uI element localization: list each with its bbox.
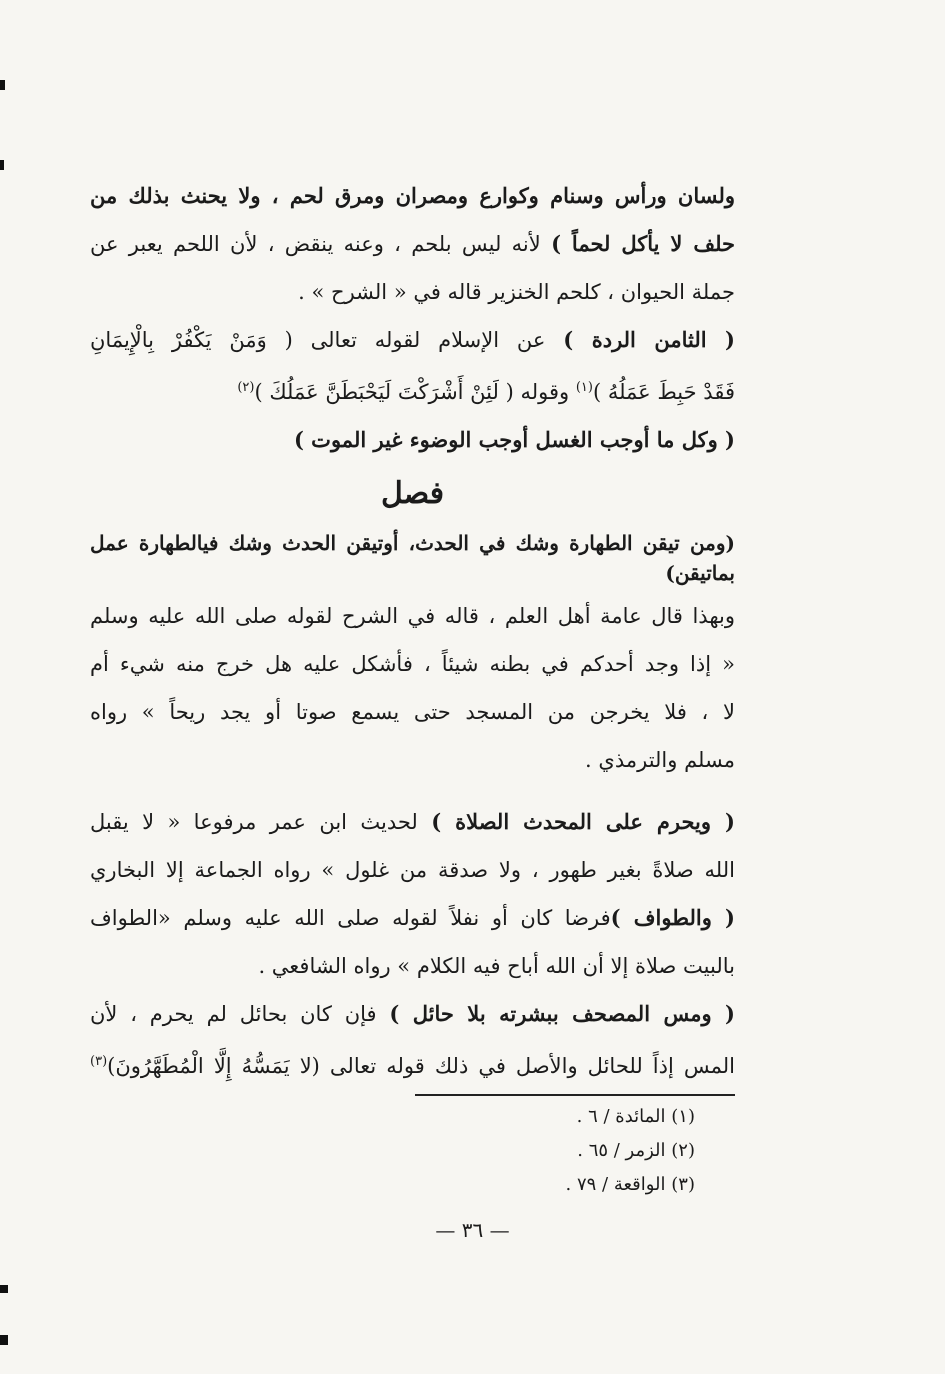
footnote: (٢) الزمر / ٦٥ .: [577, 1140, 695, 1161]
bold-phrase: ( الثامن الردة ): [563, 327, 735, 352]
section-heading: فصل: [380, 476, 445, 511]
text-line: [90, 990, 735, 1038]
footnote-divider: [415, 1094, 735, 1096]
text-line: « إذا وجد أحدكم في بطنه شيئاً ، فأشكل عليه هل خرج منه شيء أم: [90, 652, 735, 676]
bold-phrase: ( ومس المصحف ببشرته بلا حائل ): [389, 1001, 735, 1026]
text-line: بالبيت صلاة إلا أن الله أباح فيه الكلام » رواه الشافعي .: [258, 954, 735, 978]
text-line: [90, 220, 735, 268]
scan-mark: [0, 1285, 8, 1293]
scan-mark: [0, 1335, 8, 1345]
footnote-ref: (٣): [90, 1054, 108, 1069]
bold-paragraph: (ومن تيقن الطهارة وشك في الحدث، أوتيقن الحدث وشك فيالطهارة عمل بماتيقن): [90, 531, 735, 585]
text-line: ( وكل ما أوجب الغسل أوجب الوضوء غير الموت ): [293, 427, 735, 452]
text-line: لا ، فلا يخرجن من المسجد حتى يسمع صوتا أو يجد ريحاً » رواه: [90, 700, 735, 724]
text-line: ولسان ورأس وسنام وكوارع ومصران ومرق لحم ، ولا يحنث بذلك من: [90, 183, 735, 208]
bold-phrase: ( والطواف ): [610, 905, 735, 930]
line-text: فَقَدْ حَبِطَ عَمَلُهُ ): [592, 380, 735, 404]
text-line: جملة الحيوان ، كلحم الخنزير قاله في « الشرح » .: [298, 280, 735, 304]
footnote-ref: (١): [575, 380, 593, 395]
bold-phrase: ( ويحرم على المحدث الصلاة ): [431, 809, 735, 834]
text-line: [90, 364, 735, 416]
footnotes: [415, 1100, 735, 1202]
line-text: لأنه ليس بلحم ، وعنه ينقض ، لأن اللحم يعبر عن: [90, 232, 552, 256]
line-text: المس إذاً للحائل والأصل في ذلك قوله تعالى (لا يَمَسُّهُ إِلَّا الْمُطَهَّرُونَ): [107, 1054, 735, 1078]
text-line: وبهذا قال عامة أهل العلم ، قاله في الشرح لقوله صلى الله عليه وسلم: [90, 604, 735, 628]
line-text: فرضا كان أو نفلاً لقوله صلى الله عليه وسلم «الطواف: [90, 906, 611, 930]
page-body: [90, 172, 735, 1090]
text-line: [90, 316, 735, 364]
footnote: (٣) الواقعة / ٧٩ .: [565, 1174, 695, 1195]
page-number: — ٣٦ —: [435, 1218, 510, 1242]
scan-mark: [0, 160, 4, 170]
footnote: (١) المائدة / ٦ .: [576, 1106, 695, 1127]
text-line: [90, 1038, 735, 1090]
footnote-ref: (٢): [237, 380, 255, 395]
text-line: مسلم والترمذي .: [585, 748, 735, 772]
bold-phrase: حلف لا يأكل لحماً ): [551, 231, 735, 256]
line-text: وقوله ( لَئِنْ أَشْرَكْتَ لَيَحْبَطَنَّ عَمَلُكَ ): [254, 380, 576, 404]
line-text: لحديث ابن عمر مرفوعا « لا يقبل: [90, 810, 432, 834]
text-line: [90, 798, 735, 846]
line-text: عن الإسلام لقوله تعالى ( وَمَنْ يَكْفُرْ بِالْإِيمَانِ: [90, 328, 564, 352]
text-line: الله صلاةً بغير طهور ، ولا صدقة من غلول » رواه الجماعة إلا البخاري: [90, 858, 735, 882]
text-line: [90, 894, 735, 942]
scan-mark: [0, 80, 5, 90]
line-text: فإن كان بحائل لم يحرم ، لأن: [90, 1002, 390, 1026]
